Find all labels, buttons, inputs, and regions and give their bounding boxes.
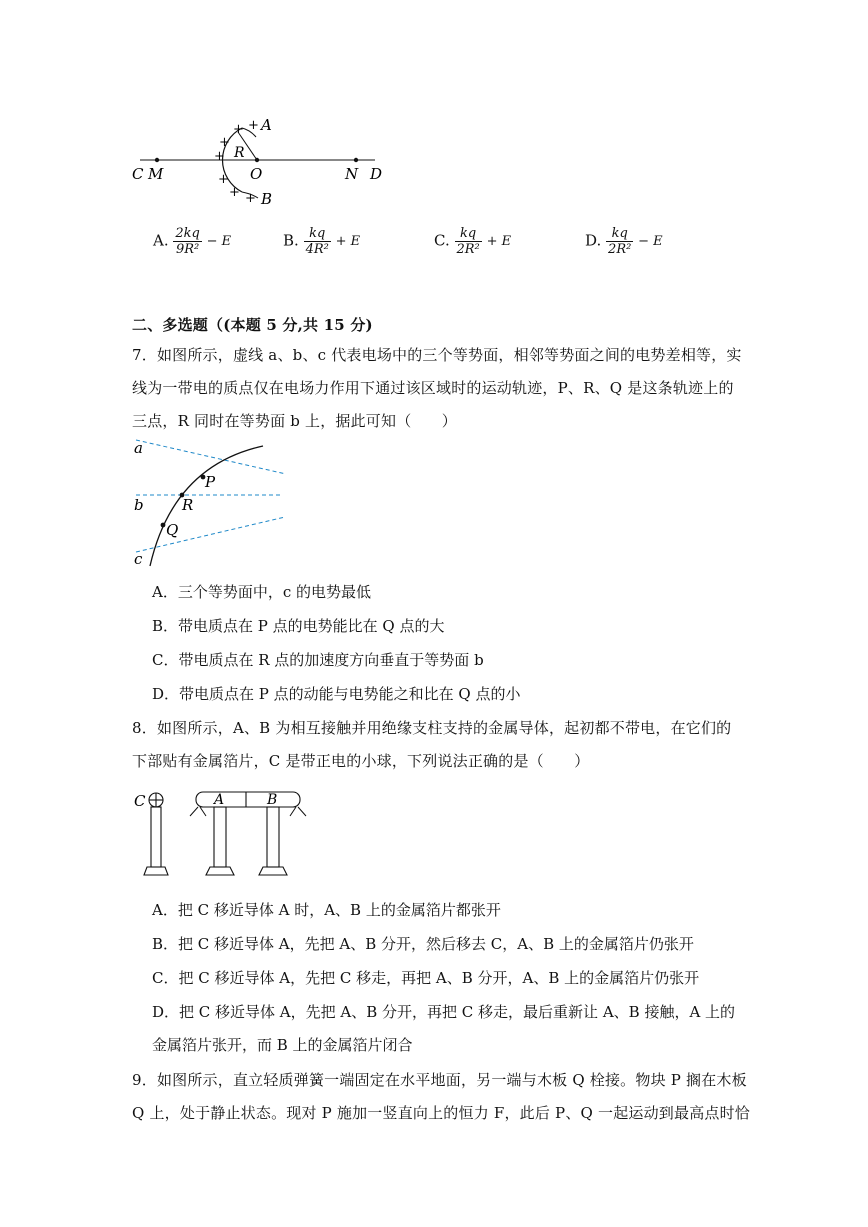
plus-sign: +: [233, 122, 244, 137]
q7-option-a[interactable]: A．三个等势面中，c 的电势最低: [152, 583, 372, 601]
q7-stem-line1: 7．如图所示，虚线 a、b、c 代表电场中的三个等势面，相邻等势面之间的电势差相等，实: [132, 346, 742, 364]
figure-semicircle-charges: [130, 110, 390, 210]
label-R: R: [234, 145, 245, 161]
label-c: c: [134, 550, 143, 568]
label-C: C: [132, 165, 144, 183]
q8-option-a[interactable]: A．把 C 移近导体 A 时，A、B 上的金属箔片都张开: [152, 901, 501, 919]
q8-option-c[interactable]: C．把 C 移近导体 A，先把 C 移走，再把 A、B 分开，A、B 上的金属箔片仍张开: [152, 969, 700, 987]
q8-option-d[interactable]: D．把 C 移近导体 A，先把 A、B 分开，再把 C 移走，最后重新让 A、B 接触，A 上的: [152, 1003, 736, 1021]
q6-choice-c[interactable]: C. $\frac{kq}{\text{2R²}}$ + E: [434, 226, 512, 257]
q6-choice-b[interactable]: B. $\frac{kq}{\text{4R²}}$ + E: [283, 226, 361, 257]
q8-option-b[interactable]: B．把 C 移近导体 A，先把 A、B 分开，然后移去 C，A、B 上的金属箔片仍张开: [152, 935, 694, 953]
q9-stem-line1: 9．如图所示，直立轻质弹簧一端固定在水平地面，另一端与木板 Q 栓接。物块 P 搁在木板: [132, 1071, 747, 1089]
q7-stem-line2: 线为一带电的质点仅在电场力作用下通过该区域时的运动轨迹，P、R、Q 是这条轨迹上的: [132, 379, 734, 397]
label-R: R: [182, 496, 194, 514]
label-b: b: [134, 496, 144, 514]
figure-conductors-on-stands: [130, 788, 310, 878]
q9-stem-line2: Q 上，处于静止状态。现对 P 施加一竖直向上的恒力 F，此后 P、Q 一起运动到最高点时恰: [132, 1104, 750, 1122]
label-M: M: [148, 165, 164, 183]
plus-sign: +: [245, 191, 256, 206]
label-C: C: [134, 792, 146, 810]
q6-choice-a[interactable]: A. $\frac{2kq}{\text{9R²}}$ − E: [153, 226, 232, 257]
q7-stem-line3: 三点，R 同时在等势面 b 上，据此可知（ ）: [132, 412, 458, 430]
label-A: A: [261, 116, 272, 134]
plus-sign: +: [219, 135, 230, 150]
label-O: O: [250, 165, 263, 183]
label-A: A: [214, 792, 225, 808]
label-P: P: [205, 473, 216, 491]
q6-choice-d[interactable]: D. $\frac{kq}{\text{2R²}}$ − E: [585, 226, 663, 257]
plus-sign: +: [218, 172, 229, 187]
section-heading: 二、多选题（(本题 5 分,共 15 分): [132, 316, 373, 334]
q8-stem-line1: 8．如图所示，A、B 为相互接触并用绝缘支柱支持的金属导体，起初都不带电，在它们的: [132, 719, 732, 737]
label-D: D: [370, 165, 383, 183]
q8-option-d-cont: 金属箔片张开，而 B 上的金属箔片闭合: [152, 1036, 413, 1054]
q7-option-b[interactable]: B．带电质点在 P 点的电势能比在 Q 点的大: [152, 617, 445, 635]
label-B: B: [267, 792, 278, 808]
label-Q: Q: [166, 521, 179, 539]
figure-equipotential-surfaces: [128, 436, 293, 568]
q7-option-d[interactable]: D．带电质点在 P 点的动能与电势能之和比在 Q 点的小: [152, 685, 521, 703]
label-a: a: [134, 439, 143, 457]
q7-option-c[interactable]: C．带电质点在 R 点的加速度方向垂直于等势面 b: [152, 651, 484, 669]
plus-sign: +: [214, 149, 225, 164]
plus-sign: +: [248, 118, 259, 133]
plus-sign: +: [229, 185, 240, 200]
q8-stem-line2: 下部贴有金属箔片，C 是带正电的小球，下列说法正确的是（ ）: [132, 752, 590, 770]
label-N: N: [345, 165, 359, 183]
label-B: B: [261, 190, 273, 208]
